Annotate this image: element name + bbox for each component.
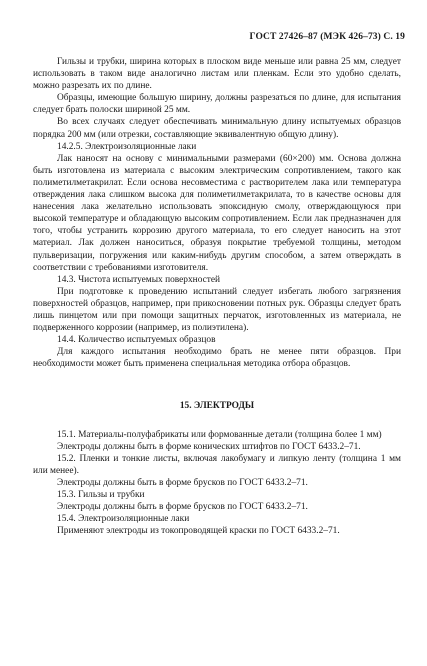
- paragraph: Во всех случаях следует обеспечивать минимальную длину испытуемых образцов порядка 200 мм (или отрезки, составляющие эквивалентную общую длину).: [33, 117, 401, 140]
- section-title: 15. ЭЛЕКТРОДЫ: [179, 401, 255, 412]
- subsection-heading: 15.1. Материалы-полуфабрикаты или формованные детали (толщина более 1 мм): [57, 429, 382, 440]
- paragraph: При подготовке к проведению испытаний следует избегать любого загрязнения поверхностей образцов, например, при прикосновении потных рук. Образцы следует брать лишь пинцетом или при помощи защитных перчаток, изготовленных из материала, не подверженного коррозии (например, из полиэтилена).: [33, 286, 401, 334]
- paragraph: Образцы, имеющие большую ширину, должны разрезаться по длине, для испытания следует брать полоски шириной 25 мм.: [33, 93, 401, 116]
- paragraph: Гильзы и трубки, ширина которых в плоском виде меньше или равна 25 мм, следует использовать в таком виде аналогично листам или пленкам. Если это удобно сделать, можно разрезать их по длине.: [33, 57, 401, 92]
- subsection-heading: 14.2.5. Электроизоляционные лаки: [57, 141, 197, 152]
- paragraph: Лак наносят на основу с минимальными размерами (60×200) мм. Основа должна быть изготовлена из материала с высоким электрическим сопротивлением, такого как полиметилметакрилат. Если основа несовместима с растворителем лака или температура отверждения лака слишком высока для полиметилметакрилата, то в качестве основы для нанесения лака желательно использовать эпоксидную смолу, отверждающуюся при высокой температуре и обладающую высоким сопротивлением. Если лак предназначен для того, чтобы устранить коррозию другого материала, то его следует наносить на этот материал. Лак должен наноситься, образуя покрытие требуемой толщины, методом пульверизации, погружения или каким-нибудь другим способом, а затем отверждать в соответствии с требованиями изготовителя.: [33, 153, 401, 273]
- paragraph: Электроды должны быть в форме конических штифтов по ГОСТ 6433.2–71.: [57, 441, 361, 452]
- subsection-heading: 14.3. Чистота испытуемых поверхностей: [57, 274, 221, 285]
- paragraph: Применяют электроды из токопроводящей краски по ГОСТ 6433.2–71.: [57, 526, 340, 537]
- subsection-heading: 15.3. Гильзы и трубки: [57, 490, 145, 500]
- subsection-heading: 15.4. Электроизоляционные лаки: [57, 514, 190, 525]
- subsection-heading: 15.2. Пленки и тонкие листы, включая лакобумагу и липкую ленту (толщина 1 мм или менее).: [33, 453, 401, 476]
- subsection-heading: 14.4. Количество испытуемых образцов: [57, 335, 216, 346]
- paragraph: Электроды должны быть в форме брусков по ГОСТ 6433.2–71.: [57, 502, 308, 513]
- paragraph: Электроды должны быть в форме брусков по ГОСТ 6433.2–71.: [57, 477, 308, 488]
- page-header: ГОСТ 27426–87 (МЭК 426–73) С. 19: [249, 32, 405, 42]
- paragraph: Для каждого испытания необходимо брать не менее пяти образцов. При необходимости может быть применена специальная методика отбора образцов.: [33, 347, 401, 370]
- page-content: [33, 56, 401, 537]
